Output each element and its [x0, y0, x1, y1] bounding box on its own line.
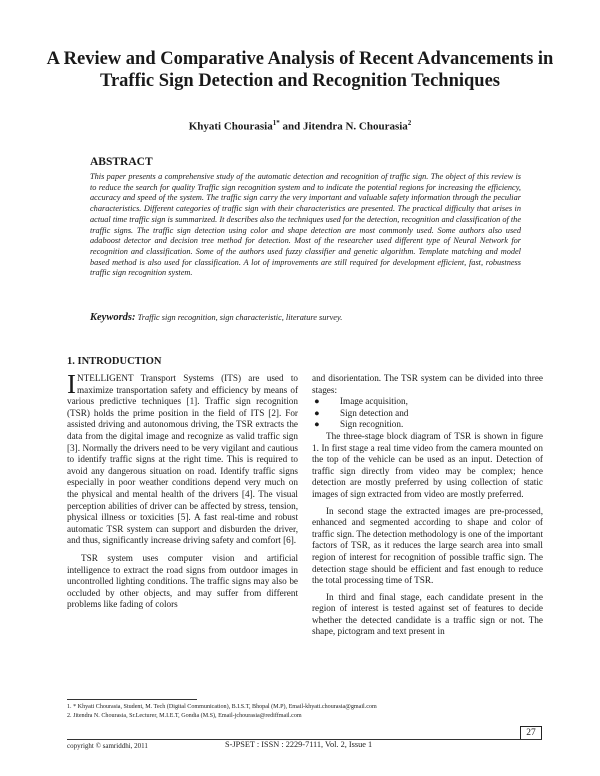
right-column	[312, 373, 543, 638]
author-connector: and	[282, 120, 301, 133]
abstract-text: This paper presents a comprehensive study of the automatic detection and recognition of traffic sign. The object of this review is to reduce the search for quality Traffic sign recognition system and to indicate the potential regions for increasing the efficiency, accuracy and speed of the system. The traffic sign carry the very important and valuable safety information through the peculiar characteristics. Different categories of traffic sign with their characteristics are presented. The practical difficulty that arises in actual time traffic sign is summarized. It describes also the techniques used for the detection, recognition and classification of the traffic signs. The traffic sign detection using color and shape detection are most commonly used. Some authors also used adaboost detector and decision tree method for detection. Most of the researcher used different type of Neural Network for recognition and classification. Some of the authors used fuzzy classifier and genetic algorithm. Template matching and model based method is also used for classification. A lot of improvements are still required for development efficient, fast, robustness traffic sign recognition system.	[90, 172, 521, 278]
drop-cap: I	[67, 369, 76, 399]
footnote-1: 1. * Khyati Chourasia, Student, M. Tech (Digital Communication), B.I.S.T, Bhopal (M.P), Email-khyati.chourasia@gmail.com	[67, 704, 377, 710]
page-number: 27	[520, 726, 542, 740]
author-2-name: Jitendra N. Chourasia	[302, 120, 408, 133]
stage-list	[312, 396, 543, 431]
keywords-line	[90, 312, 521, 323]
list-item: ● Sign detection and	[314, 407, 409, 418]
author-line	[0, 119, 600, 133]
footnote-2: 2. Jitendra N. Chourasia, Sr.Lecturer, M.I.E.T, Gondia (M.S), Email-jchourasia@rediffmail.com	[67, 712, 302, 719]
list-item: ● Sign recognition.	[314, 419, 404, 430]
footnote-divider	[67, 699, 197, 700]
intro-paragraph-4: The three-stage block diagram of TSR is shown in figure 1. In first stage a real time video from the camera mounted on the top of the vehicle can be used as an input. Detection of traffic sign directly from video may be complex; hence detection are mostly preferred by using collection of static images of sign extracted from video are mostly preferred.	[312, 430, 543, 499]
author-2-affiliation-mark: 2	[407, 119, 412, 127]
journal-info: S-JPSET : ISSN : 2229-7111, Vol. 2, Issue 1	[225, 740, 373, 749]
author-1-affiliation-mark: 1*	[272, 119, 280, 127]
paper-title: A Review and Comparative Analysis of Recent Advancements in Traffic Sign Detection and Recognition Techniques	[46, 49, 554, 91]
section-heading-introduction: 1. INTRODUCTION	[67, 356, 162, 367]
keywords-text: Traffic sign recognition, sign characteristic, literature survey.	[137, 313, 343, 322]
bullet-icon: ●	[314, 407, 320, 418]
list-item: ● Image acquisition,	[314, 396, 408, 407]
author-1-name: Khyati Chourasia	[188, 120, 273, 133]
copyright-notice: copyright © samriddhi, 2011	[67, 742, 148, 750]
intro-paragraph-1	[67, 369, 298, 547]
bullet-icon: ●	[314, 396, 320, 407]
abstract-heading: ABSTRACT	[90, 156, 153, 168]
intro-paragraph-5: In second stage the extracted images are pre-processed, enhanced and segmented according to shape and color of traffic sign. The detection methodology is one of the important factors of TSR, as it reduces the large search area into small region of interest for recognition of possible traffic sign. The detection stage should be efficient and fast enough to reduce the total processing time of TSR.	[312, 505, 543, 586]
intro-paragraph-6: In third and final stage, each candidate present in the region of interest is tested against set of features to decide whether the detected candidate is a traffic sign or not. The shape, pictogram and text present in	[312, 591, 543, 637]
intro-paragraph-3: and disorientation. The TSR system can be divided into three stages:	[312, 373, 543, 395]
left-column	[67, 369, 298, 611]
footnotes	[67, 703, 547, 720]
keywords-label: Keywords:	[90, 312, 136, 323]
intro-paragraph-2: TSR system uses computer vision and artificial intelligence to extract the road signs from outdoor images in uncontrolled lighting conditions. The traffic signs may also be occluded by other objects, and may suffer from different problems like fading of colors	[67, 552, 298, 610]
intro-paragraph-1-text: NTELLIGENT Transport Systems (ITS) are used to maximize transportation safety and efficiency by means of various predictive techniques [1]. Traffic sign recognition (TSR) holds the prime position in the field of ITS [2]. For assisted driving and autonomous driving, the TSR extracts the data from the digital image and recognize as valid traffic sign [3]. Normally the drivers need to be very vigilant and cautious to identify traffic signs at the right time. This is required to avoid any dangerous situation on road. Identify traffic signs especially in poor weather conditions depend very much on the physical and mental health of the drivers [4]. The visual perception abilities of driver can be affected by stress, tension, physical illness or toxicities [5]. A fast real-time and robust automatic TSR system can support and disburden the driver, and thus, significantly increase driving safety and comfort [6].	[67, 373, 298, 546]
bullet-icon: ●	[314, 419, 320, 430]
